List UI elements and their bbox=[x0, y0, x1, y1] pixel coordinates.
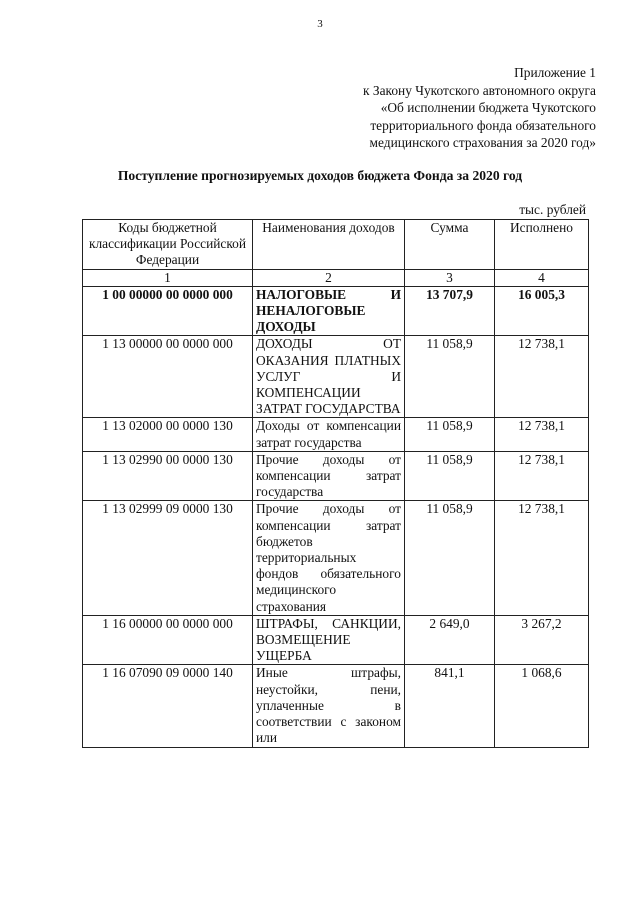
column-number-row bbox=[83, 269, 589, 286]
row-executed: 12 738,1 bbox=[495, 451, 589, 501]
row-sum: 2 649,0 bbox=[405, 615, 495, 665]
header-codes: Коды бюджетной классификации Российской Федерации bbox=[83, 220, 253, 270]
row-name: Прочие доходы от компенсации затрат бюджетов территориальных фондов обязательного медицинского страхования bbox=[253, 501, 405, 615]
row-code: 1 16 07090 09 0000 140 bbox=[83, 665, 253, 747]
table-row bbox=[83, 665, 589, 747]
row-code: 1 16 00000 00 0000 000 bbox=[83, 615, 253, 665]
page-number: 3 bbox=[317, 18, 323, 30]
units-label: тыс. рублей bbox=[519, 202, 586, 217]
appendix-line: медицинского страхования за 2020 год» bbox=[369, 135, 596, 151]
row-code: 1 00 00000 00 0000 000 bbox=[83, 286, 253, 336]
row-sum: 11 058,9 bbox=[405, 336, 495, 418]
row-sum: 11 058,9 bbox=[405, 418, 495, 451]
table-row bbox=[83, 501, 589, 615]
row-name: ШТРАФЫ, САНКЦИИ, ВОЗМЕЩЕНИЕ УЩЕРБА bbox=[253, 615, 405, 665]
column-number: 3 bbox=[405, 269, 495, 286]
row-name: Доходы от компенсации затрат государства bbox=[253, 418, 405, 451]
column-number: 2 bbox=[253, 269, 405, 286]
table-body bbox=[83, 286, 589, 747]
appendix-line: к Закону Чукотского автономного округа bbox=[363, 82, 596, 98]
row-name: Прочие доходы от компенсации затрат государства bbox=[253, 451, 405, 501]
column-number: 4 bbox=[495, 269, 589, 286]
row-executed: 12 738,1 bbox=[495, 418, 589, 451]
row-sum: 841,1 bbox=[405, 665, 495, 747]
table-row bbox=[83, 615, 589, 665]
appendix-line: «Об исполнении бюджета Чукотского bbox=[380, 100, 596, 116]
income-table bbox=[82, 219, 589, 748]
appendix-line: Приложение 1 bbox=[514, 65, 596, 80]
document-title: Поступление прогнозируемых доходов бюджета Фонда за 2020 год bbox=[117, 168, 523, 183]
header-names: Наименования доходов bbox=[253, 220, 405, 270]
row-executed: 16 005,3 bbox=[495, 286, 589, 336]
row-code: 1 13 02999 09 0000 130 bbox=[83, 501, 253, 615]
row-executed: 1 068,6 bbox=[495, 665, 589, 747]
row-code: 1 13 02000 00 0000 130 bbox=[83, 418, 253, 451]
row-sum: 13 707,9 bbox=[405, 286, 495, 336]
row-sum: 11 058,9 bbox=[405, 501, 495, 615]
row-executed: 12 738,1 bbox=[495, 501, 589, 615]
row-name: НАЛОГОВЫЕ И НЕНАЛОГОВЫЕ ДОХОДЫ bbox=[253, 286, 405, 336]
row-sum: 11 058,9 bbox=[405, 451, 495, 501]
table-header-row bbox=[83, 220, 589, 270]
header-sum: Сумма bbox=[405, 220, 495, 270]
row-name: Иные штрафы, неустойки, пени, уплаченные в соответствии с законом или bbox=[253, 665, 405, 747]
table-row bbox=[83, 418, 589, 451]
table-row bbox=[83, 286, 589, 336]
row-code: 1 13 02990 00 0000 130 bbox=[83, 451, 253, 501]
row-executed: 3 267,2 bbox=[495, 615, 589, 665]
row-name: ДОХОДЫ ОТ ОКАЗАНИЯ ПЛАТНЫХ УСЛУГ И КОМПЕНСАЦИИ ЗАТРАТ ГОСУДАРСТВА bbox=[253, 336, 405, 418]
header-executed: Исполнено bbox=[495, 220, 589, 270]
appendix-line: территориального фонда обязательного bbox=[370, 117, 596, 133]
table-row bbox=[83, 336, 589, 418]
column-number: 1 bbox=[83, 269, 253, 286]
appendix-block bbox=[363, 64, 596, 152]
row-code: 1 13 00000 00 0000 000 bbox=[83, 336, 253, 418]
row-executed: 12 738,1 bbox=[495, 336, 589, 418]
table-row bbox=[83, 451, 589, 501]
